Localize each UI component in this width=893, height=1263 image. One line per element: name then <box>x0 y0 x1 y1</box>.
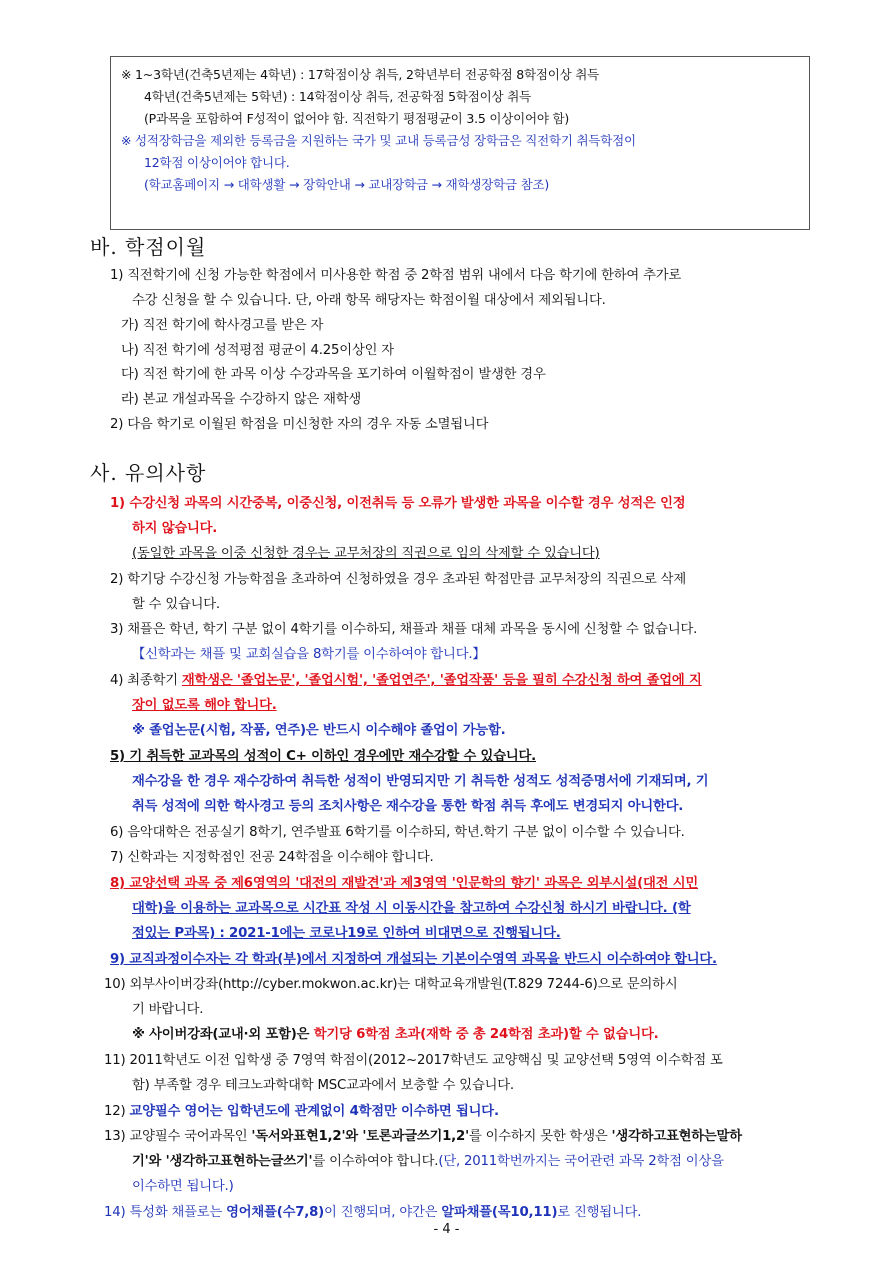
notice-item-4 <box>110 669 702 688</box>
text-run: 교양필수 영어는 입학년도에 관계없이 4학점만 이수하면 됩니다. <box>129 1104 499 1119</box>
paragraph-line: 2) 다음 학기로 이월된 학점을 미신청한 자의 경우 자동 소멸됩니다 <box>110 417 489 432</box>
notice-item-1: 1) 수강신청 과목의 시간중복, 이중신청, 이전취득 등 오류가 발생한 과목을 이수할 경우 성적은 인정 <box>110 496 686 511</box>
text-run: 로 진행됩니다. <box>557 1205 642 1220</box>
notice-line: (P과목을 포함하여 F성적이 없어야 함. 직전학기 평점평균이 3.5 이상이어야 함) <box>144 111 570 126</box>
text-run: ※ 사이버강좌(교내·외 포함)은 <box>132 1027 314 1042</box>
text-run: 재학생은 '졸업논문', '졸업시험', '졸업연주', '졸업작품' 등을 필히 수강신청 하여 졸업에 지 <box>181 673 702 688</box>
text-run: 기'와 '생각하고표현하는글쓰기' <box>132 1154 313 1169</box>
notice-item-5-cont: 재수강을 한 경우 재수강하여 취득한 성적이 반영되지만 기 취득한 성적도 성적증명서에 기재되며, 기 <box>132 774 709 789</box>
notice-item-10-cont: 기 바랍니다. <box>132 1002 204 1017</box>
notice-line: (학교홈페이지 → 대학생활 → 장학안내 → 교내장학금 → 재학생장학금 참조) <box>144 177 550 192</box>
notice-item-12 <box>104 1100 499 1119</box>
notice-item-8-cont: 점있는 P과목) : 2021-1에는 코로나19로 인하여 비대면으로 진행됩니다. <box>132 926 561 941</box>
notice-item-8: 8) 교양선택 과목 중 제6영역의 '대전의 재발견'과 제3영역 '인문학의 향기' 과목은 외부시설(대전 시민 <box>110 876 699 891</box>
notice-line: ※ 1~3학년(건축5년제는 4학년) : 17학점이상 취득, 2학년부터 전공학점 8학점이상 취득 <box>121 67 600 82</box>
list-item: 라) 본교 개설과목을 수강하지 않은 재학생 <box>121 392 362 407</box>
text-run: 학기당 6학점 초과(재학 중 총 24학점 초과)할 수 없습니다. <box>313 1027 659 1042</box>
notice-item-3-note: 【신학과는 채플 및 교회실습을 8학기를 이수하여야 합니다.】 <box>132 647 486 662</box>
text-run: 를 이수하여야 합니다. <box>312 1154 439 1169</box>
notice-item-4-cont: 장이 없도록 해야 합니다. <box>132 698 277 713</box>
notice-item-13-cont: 이수하면 됩니다.) <box>132 1179 234 1194</box>
notice-item-1-cont: 하지 않습니다. <box>132 521 218 536</box>
notice-item-5-cont: 취득 성적에 의한 학사경고 등의 조치사항은 재수강을 통한 학점 취득 후에도 변경되지 아니한다. <box>132 799 684 814</box>
notice-line: 4학년(건축5년제는 5학년) : 14학점이상 취득, 전공학점 5학점이상 취득 <box>144 89 531 104</box>
notice-item-11-cont: 함) 부족할 경우 테크노과학대학 MSC교과에서 보충할 수 있습니다. <box>132 1078 514 1093</box>
text-run: 를 이수하지 못한 학생은 <box>468 1129 612 1144</box>
paragraph-line: 수강 신청을 할 수 있습니다. 단, 아래 항목 해당자는 학점이월 대상에서 제외됩니다. <box>132 293 606 308</box>
notice-item-13 <box>104 1125 742 1144</box>
text-run: '독서와표현1,2'와 '토론과글쓰기1,2' <box>251 1129 469 1144</box>
notice-item-9: 9) 교직과정이수자는 각 학과(부)에서 지정하여 개설되는 기본이수영역 과목을 반드시 이수하여야 합니다. <box>110 952 717 967</box>
text-run: (단, 2011학번까지는 국어관련 과목 2학점 이상을 <box>438 1154 724 1169</box>
paragraph-line: 1) 직전학기에 신청 가능한 학점에서 미사용한 학점 중 2학점 범위 내에서 다음 학기에 한하여 추가로 <box>110 268 682 283</box>
notice-item-5: 5) 기 취득한 교과목의 성적이 C+ 이하인 경우에만 재수강할 수 있습니다. <box>110 749 536 764</box>
notice-item-10: 10) 외부사이버강좌(http://cyber.mokwon.ac.kr)는 대학교육개발원(T.829 7244-6)으로 문의하시 <box>104 977 678 992</box>
list-item: 가) 직전 학기에 학사경고를 받은 자 <box>121 318 324 333</box>
section-heading-notes: 사. 유의사항 <box>90 461 207 485</box>
notice-line: ※ 성적장학금을 제외한 등록금을 지원하는 국가 및 교내 등록금성 장학금은 직전학기 취득학점이 <box>121 133 636 148</box>
notice-item-14 <box>104 1201 641 1220</box>
notice-item-13-cont <box>132 1150 724 1169</box>
notice-item-4-note: ※ 졸업논문(시험, 작품, 연주)은 반드시 이수해야 졸업이 가능함. <box>132 723 506 738</box>
text-run: 4) 최종학기 <box>110 673 182 688</box>
text-run: 13) 교양필수 국어과목인 <box>104 1129 252 1144</box>
list-item: 다) 직전 학기에 한 과목 이상 수강과목을 포기하여 이월학점이 발생한 경우 <box>121 367 546 382</box>
notice-item-3: 3) 채플은 학년, 학기 구분 없이 4학기를 이수하되, 채플과 채플 대체 과목을 동시에 신청할 수 없습니다. <box>110 622 698 637</box>
text-run: '생각하고표현하는말하 <box>611 1129 742 1144</box>
notice-item-1-note: (동일한 과목을 이중 신청한 경우는 교무처장의 직권으로 임의 삭제할 수 있습니다) <box>132 546 600 561</box>
list-item: 나) 직전 학기에 성적평점 평균이 4.25이상인 자 <box>121 343 394 358</box>
notice-item-11: 11) 2011학년도 이전 입학생 중 7영역 학점이(2012~2017학년도 교양핵심 및 교양선택 5영역 이수학점 포 <box>104 1053 723 1068</box>
section-heading-credit-carryover: 바. 학점이월 <box>90 235 207 259</box>
notice-item-2-cont: 할 수 있습니다. <box>132 597 220 612</box>
text-run: 12) <box>104 1104 130 1119</box>
notice-item-2: 2) 학기당 수강신청 가능학점을 초과하여 신청하였을 경우 초과된 학점만큼 교무처장의 직권으로 삭제 <box>110 572 686 587</box>
notice-item-6: 6) 음악대학은 전공실기 8학기, 연주발표 6학기를 이수하되, 학년.학기 구분 없이 이수할 수 있습니다. <box>110 825 685 840</box>
page-number: - 4 - <box>433 1222 460 1237</box>
text-run: 알파채플(목10,11) <box>441 1205 558 1220</box>
text-run: 영어채플(수7,8) <box>226 1205 325 1220</box>
notice-item-7: 7) 신학과는 지정학점인 전공 24학점을 이수해야 합니다. <box>110 850 434 865</box>
notice-line: 12학점 이상이어야 합니다. <box>144 155 290 170</box>
text-run: 이 진행되며, 야간은 <box>324 1205 442 1220</box>
scholarship-notice-box <box>110 56 810 230</box>
notice-item-10-note <box>132 1023 658 1042</box>
notice-item-8-cont: 대학)을 이용하는 교과목으로 시간표 작성 시 이동시간을 참고하여 수강신청 하시기 바랍니다. (학 <box>132 901 691 916</box>
text-run: 14) 특성화 채플로는 <box>104 1205 227 1220</box>
